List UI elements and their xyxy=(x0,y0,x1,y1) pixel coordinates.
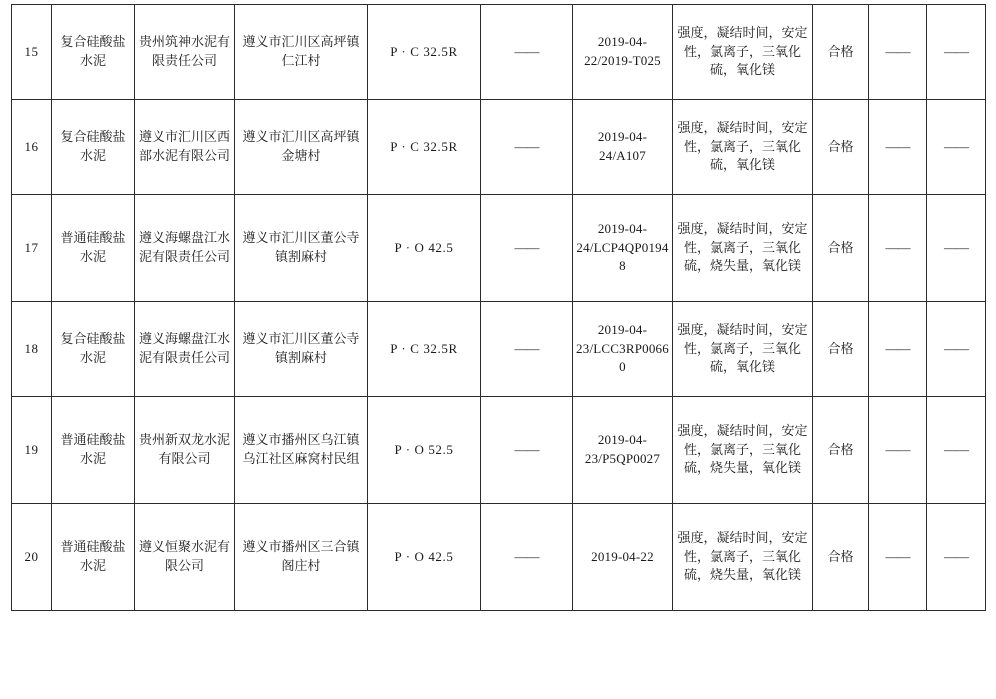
cell-serial-number: 16 xyxy=(12,100,52,195)
cell-conclusion: 合格 xyxy=(813,397,869,504)
cell-note-1: —— xyxy=(869,504,927,611)
cell-conclusion: 合格 xyxy=(813,302,869,397)
cell-specification: P · C 32.5R xyxy=(368,100,481,195)
cell-serial-number: 20 xyxy=(12,504,52,611)
cell-batch: —— xyxy=(481,504,573,611)
cell-manufacturer: 贵州筑神水泥有限责任公司 xyxy=(135,5,235,100)
cell-production-date: 2019-04-23/P5QP0027 xyxy=(573,397,673,504)
cell-address: 遵义市汇川区高坪镇仁江村 xyxy=(235,5,368,100)
cell-note-1: —— xyxy=(869,397,927,504)
document-page xyxy=(0,4,996,699)
cell-note-2: —— xyxy=(927,397,986,504)
cell-address: 遵义市汇川区董公寺镇割麻村 xyxy=(235,195,368,302)
cell-note-1: —— xyxy=(869,100,927,195)
cell-inspection-items: 强度，凝结时间，安定性，氯离子，三氧化硫，烧失量，氧化镁 xyxy=(673,397,813,504)
cell-conclusion: 合格 xyxy=(813,100,869,195)
cell-specification: P · O 52.5 xyxy=(368,397,481,504)
table-row xyxy=(12,302,986,397)
cell-product-name: 复合硅酸盐水泥 xyxy=(52,5,135,100)
cell-conclusion: 合格 xyxy=(813,5,869,100)
cell-inspection-items: 强度，凝结时间，安定性，氯离子，三氧化硫，氧化镁 xyxy=(673,302,813,397)
cell-product-name: 普通硅酸盐水泥 xyxy=(52,195,135,302)
cell-product-name: 普通硅酸盐水泥 xyxy=(52,504,135,611)
cell-specification: P · C 32.5R xyxy=(368,302,481,397)
cell-manufacturer: 遵义海螺盘江水泥有限责任公司 xyxy=(135,195,235,302)
cell-inspection-items: 强度，凝结时间，安定性，氯离子，三氧化硫，烧失量，氧化镁 xyxy=(673,504,813,611)
cell-specification: P · C 32.5R xyxy=(368,5,481,100)
cell-conclusion: 合格 xyxy=(813,504,869,611)
cell-serial-number: 17 xyxy=(12,195,52,302)
cell-production-date: 2019-04-22/2019-T025 xyxy=(573,5,673,100)
cell-production-date: 2019-04-24/A107 xyxy=(573,100,673,195)
cell-note-2: —— xyxy=(927,100,986,195)
table-row xyxy=(12,504,986,611)
cell-address: 遵义市汇川区董公寺镇割麻村 xyxy=(235,302,368,397)
cell-product-name: 普通硅酸盐水泥 xyxy=(52,397,135,504)
table-row xyxy=(12,100,986,195)
cell-inspection-items: 强度，凝结时间，安定性，氯离子，三氧化硫，氧化镁 xyxy=(673,5,813,100)
cell-batch: —— xyxy=(481,302,573,397)
cell-note-2: —— xyxy=(927,195,986,302)
cell-address: 遵义市播州区三合镇阁庄村 xyxy=(235,504,368,611)
cell-inspection-items: 强度，凝结时间，安定性，氯离子，三氧化硫，氧化镁 xyxy=(673,100,813,195)
cell-specification: P · O 42.5 xyxy=(368,504,481,611)
cell-note-1: —— xyxy=(869,302,927,397)
cell-address: 遵义市播州区乌江镇乌江社区麻窝村民组 xyxy=(235,397,368,504)
cell-address: 遵义市汇川区高坪镇金塘村 xyxy=(235,100,368,195)
cell-inspection-items: 强度，凝结时间，安定性，氯离子，三氧化硫，烧失量，氧化镁 xyxy=(673,195,813,302)
cell-production-date: 2019-04-23/LCC3RP00660 xyxy=(573,302,673,397)
cell-note-2: —— xyxy=(927,5,986,100)
cell-note-2: —— xyxy=(927,302,986,397)
cell-product-name: 复合硅酸盐水泥 xyxy=(52,100,135,195)
cell-product-name: 复合硅酸盐水泥 xyxy=(52,302,135,397)
table-row xyxy=(12,397,986,504)
cell-specification: P · O 42.5 xyxy=(368,195,481,302)
cell-manufacturer: 遵义海螺盘江水泥有限责任公司 xyxy=(135,302,235,397)
cell-note-1: —— xyxy=(869,5,927,100)
cell-manufacturer: 遵义恒聚水泥有限公司 xyxy=(135,504,235,611)
cell-serial-number: 19 xyxy=(12,397,52,504)
cell-batch: —— xyxy=(481,195,573,302)
cell-serial-number: 15 xyxy=(12,5,52,100)
cell-batch: —— xyxy=(481,397,573,504)
cell-note-1: —— xyxy=(869,195,927,302)
cell-serial-number: 18 xyxy=(12,302,52,397)
cell-manufacturer: 遵义市汇川区西部水泥有限公司 xyxy=(135,100,235,195)
table-row xyxy=(12,5,986,100)
inspection-results-table xyxy=(11,4,986,611)
cell-note-2: —— xyxy=(927,504,986,611)
table-row xyxy=(12,195,986,302)
cell-production-date: 2019-04-22 xyxy=(573,504,673,611)
cell-production-date: 2019-04-24/LCP4QP01948 xyxy=(573,195,673,302)
cell-conclusion: 合格 xyxy=(813,195,869,302)
cell-batch: —— xyxy=(481,100,573,195)
cell-batch: —— xyxy=(481,5,573,100)
cell-manufacturer: 贵州新双龙水泥有限公司 xyxy=(135,397,235,504)
